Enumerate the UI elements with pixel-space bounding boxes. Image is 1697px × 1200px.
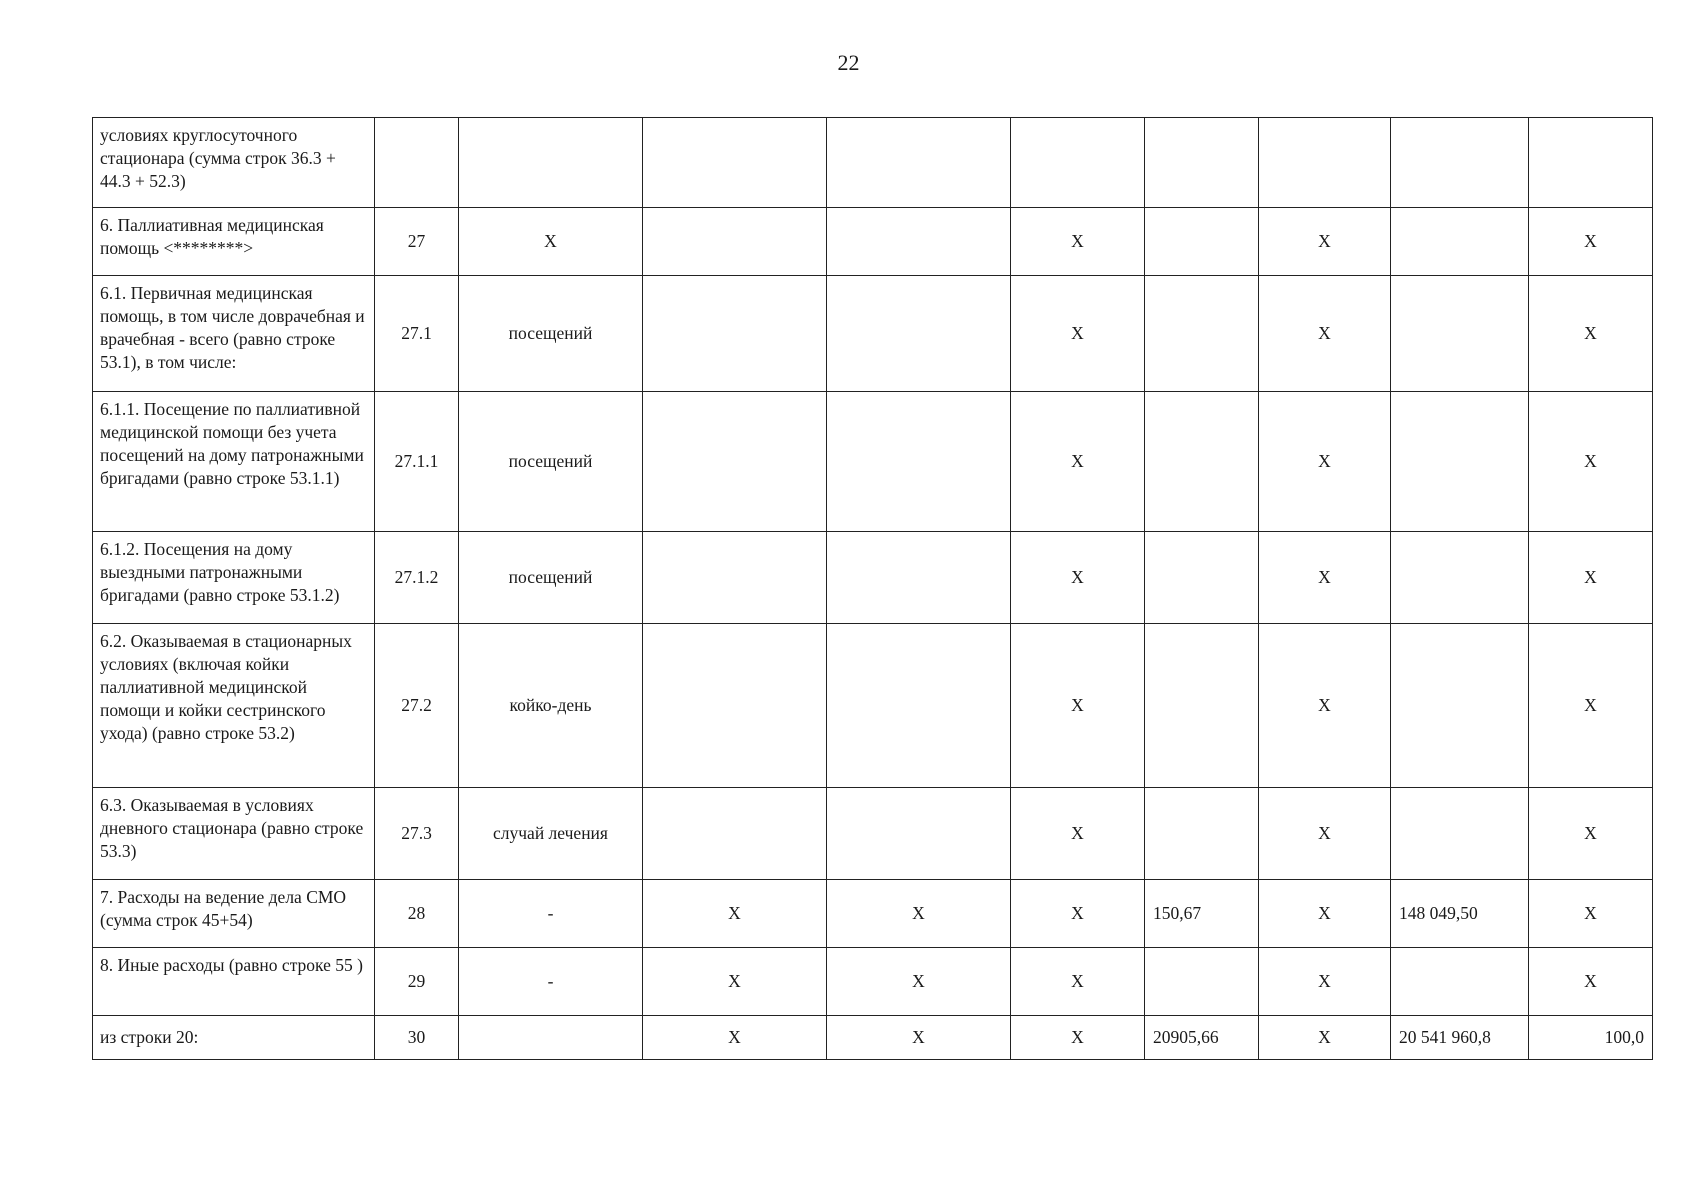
- page-number: 22: [837, 50, 860, 75]
- value-cell: Х: [1529, 948, 1653, 1016]
- value-cell: Х: [1011, 788, 1145, 880]
- line-number-cell: 27.1.1: [375, 392, 459, 532]
- table-row: [93, 948, 1653, 1016]
- unit-cell: Х: [459, 208, 643, 276]
- value-cell: Х: [827, 1016, 1011, 1060]
- value-cell: [1391, 788, 1529, 880]
- unit-cell: посещений: [459, 392, 643, 532]
- value-cell: [1391, 624, 1529, 788]
- row-name-cell: 7. Расходы на ведение дела СМО (сумма строк 45+54): [93, 880, 375, 948]
- unit-cell: -: [459, 948, 643, 1016]
- value-cell: [643, 208, 827, 276]
- value-cell: [1145, 392, 1259, 532]
- value-cell: [643, 624, 827, 788]
- line-number-cell: 27: [375, 208, 459, 276]
- table-row: [93, 118, 1653, 208]
- value-cell: [827, 118, 1011, 208]
- value-cell: 150,67: [1145, 880, 1259, 948]
- value-cell: Х: [1529, 880, 1653, 948]
- value-cell: 20905,66: [1145, 1016, 1259, 1060]
- table-row: [93, 880, 1653, 948]
- value-cell: [1145, 208, 1259, 276]
- unit-cell: случай лечения: [459, 788, 643, 880]
- value-cell: Х: [1011, 392, 1145, 532]
- row-name-cell: условиях круглосуточного стационара (сумма строк 36.3 + 44.3 + 52.3): [93, 118, 375, 208]
- value-cell: [643, 532, 827, 624]
- value-cell: [643, 788, 827, 880]
- unit-cell: [459, 1016, 643, 1060]
- value-cell: Х: [1529, 276, 1653, 392]
- unit-cell: посещений: [459, 532, 643, 624]
- unit-cell: посещений: [459, 276, 643, 392]
- value-cell: [827, 624, 1011, 788]
- value-cell: Х: [1011, 948, 1145, 1016]
- value-cell: Х: [1259, 1016, 1391, 1060]
- line-number-cell: 27.1: [375, 276, 459, 392]
- table-row: [93, 624, 1653, 788]
- row-name-cell: 6.1. Первичная медицинская помощь, в том числе доврачебная и врачебная - всего (равно строке 53.1), в том числе:: [93, 276, 375, 392]
- value-cell: Х: [643, 948, 827, 1016]
- value-cell: Х: [1529, 208, 1653, 276]
- row-name-cell: 6.1.2. Посещения на дому выездными патронажными бригадами (равно строке 53.1.2): [93, 532, 375, 624]
- row-name-cell: 6.2. Оказываемая в стационарных условиях (включая койки паллиативной медицинской помощи и койки сестринского ухода) (равно строке 53.2): [93, 624, 375, 788]
- value-cell: Х: [1259, 624, 1391, 788]
- value-cell: 20 541 960,8: [1391, 1016, 1529, 1060]
- row-name-cell: 6.1.1. Посещение по паллиативной медицинской помощи без учета посещений на дому патронажными бригадами (равно строке 53.1.1): [93, 392, 375, 532]
- line-number-cell: [375, 118, 459, 208]
- value-cell: Х: [1259, 532, 1391, 624]
- value-cell: [1391, 276, 1529, 392]
- value-cell: Х: [1259, 880, 1391, 948]
- row-name-cell: из строки 20:: [93, 1016, 375, 1060]
- value-cell: Х: [643, 1016, 827, 1060]
- value-cell: Х: [827, 880, 1011, 948]
- value-cell: [1529, 118, 1653, 208]
- table-row: [93, 532, 1653, 624]
- value-cell: [1145, 532, 1259, 624]
- value-cell: [1145, 276, 1259, 392]
- value-cell: [1391, 532, 1529, 624]
- unit-cell: койко-день: [459, 624, 643, 788]
- line-number-cell: 27.1.2: [375, 532, 459, 624]
- value-cell: [643, 276, 827, 392]
- value-cell: [643, 118, 827, 208]
- row-name-cell: 6.3. Оказываемая в условиях дневного стационара (равно строке 53.3): [93, 788, 375, 880]
- table-row: [93, 788, 1653, 880]
- line-number-cell: 27.2: [375, 624, 459, 788]
- value-cell: 100,0: [1529, 1016, 1653, 1060]
- line-number-cell: 27.3: [375, 788, 459, 880]
- value-cell: [1391, 392, 1529, 532]
- value-cell: 148 049,50: [1391, 880, 1529, 948]
- value-cell: [827, 532, 1011, 624]
- unit-cell: [459, 118, 643, 208]
- value-cell: Х: [1011, 208, 1145, 276]
- value-cell: Х: [1259, 208, 1391, 276]
- line-number-cell: 30: [375, 1016, 459, 1060]
- value-cell: Х: [1259, 392, 1391, 532]
- value-cell: [1259, 118, 1391, 208]
- value-cell: Х: [1529, 392, 1653, 532]
- table-row: [93, 276, 1653, 392]
- financing-table: [92, 117, 1653, 1060]
- value-cell: [827, 276, 1011, 392]
- row-name-cell: 6. Паллиативная медицинская помощь <********>: [93, 208, 375, 276]
- value-cell: [1011, 118, 1145, 208]
- value-cell: Х: [1259, 276, 1391, 392]
- value-cell: Х: [1529, 788, 1653, 880]
- line-number-cell: 29: [375, 948, 459, 1016]
- value-cell: Х: [1529, 624, 1653, 788]
- value-cell: Х: [1011, 1016, 1145, 1060]
- value-cell: Х: [1011, 880, 1145, 948]
- value-cell: [1391, 948, 1529, 1016]
- value-cell: [1145, 948, 1259, 1016]
- row-name-cell: 8. Иные расходы (равно строке 55 ): [93, 948, 375, 1016]
- value-cell: Х: [1011, 624, 1145, 788]
- value-cell: [1391, 118, 1529, 208]
- value-cell: Х: [1259, 948, 1391, 1016]
- value-cell: [827, 788, 1011, 880]
- value-cell: [643, 392, 827, 532]
- table-row: [93, 392, 1653, 532]
- value-cell: Х: [1529, 532, 1653, 624]
- line-number-cell: 28: [375, 880, 459, 948]
- value-cell: Х: [643, 880, 827, 948]
- value-cell: [827, 392, 1011, 532]
- value-cell: [1145, 118, 1259, 208]
- value-cell: Х: [1259, 788, 1391, 880]
- value-cell: Х: [1011, 276, 1145, 392]
- value-cell: [827, 208, 1011, 276]
- value-cell: [1145, 788, 1259, 880]
- table-row: [93, 208, 1653, 276]
- unit-cell: -: [459, 880, 643, 948]
- value-cell: [1391, 208, 1529, 276]
- table-row: [93, 1016, 1653, 1060]
- value-cell: [1145, 624, 1259, 788]
- value-cell: Х: [827, 948, 1011, 1016]
- value-cell: Х: [1011, 532, 1145, 624]
